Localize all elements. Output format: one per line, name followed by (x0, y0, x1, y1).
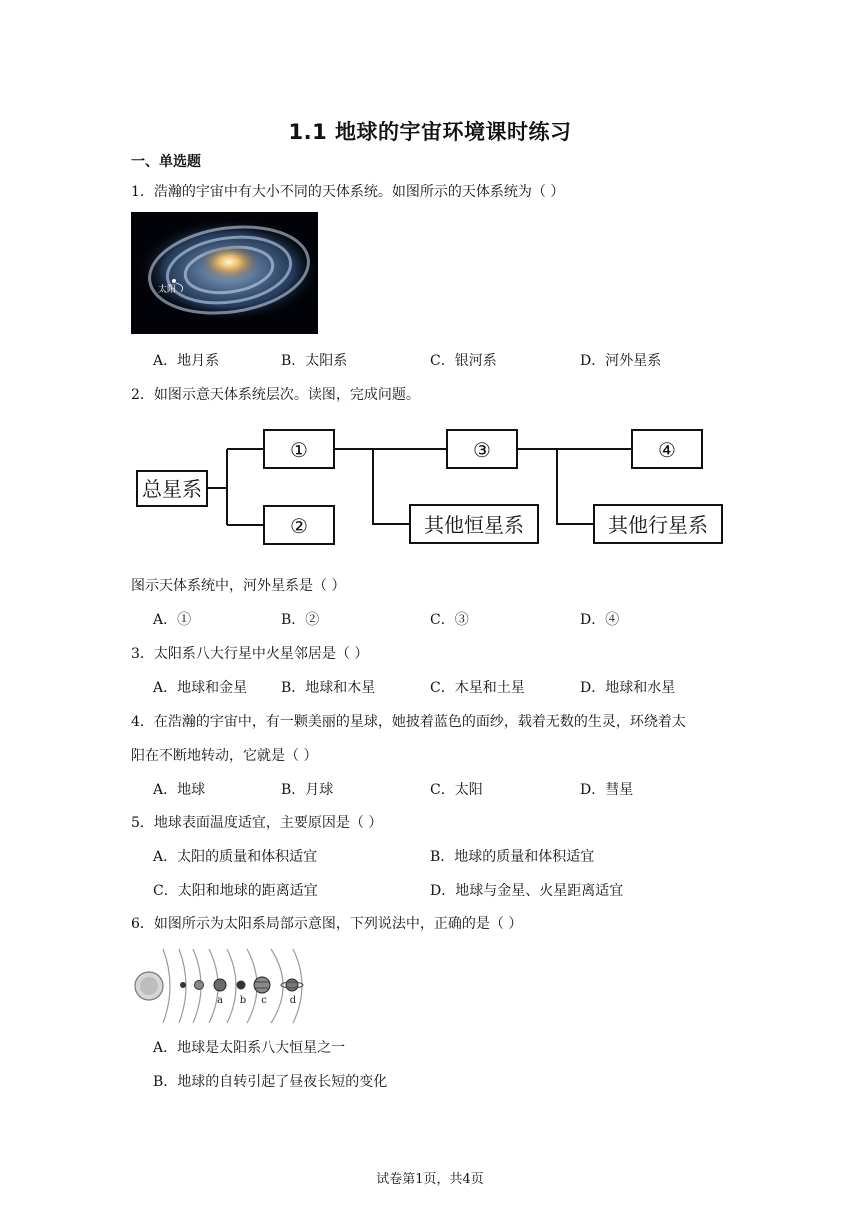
galaxy-illustration (131, 212, 318, 334)
q3-option-a[interactable]: A．地球和金星 (153, 680, 248, 696)
question-4-text-line1: 4．在浩瀚的宇宙中，有一颗美丽的星球，她披着蓝色的面纱，载着无数的生灵，环绕着太 (131, 714, 686, 730)
q5-option-a[interactable]: A．太阳的质量和体积适宜 (153, 849, 318, 865)
celestial-hierarchy-diagram (131, 420, 731, 560)
question-2-text: 2．如图示意天体系统层次。读图，完成问题。 (131, 387, 420, 403)
label-a: a (217, 995, 223, 1006)
section-heading: 一、单选题 (131, 154, 201, 170)
label-other-star: 其他恒星系 (424, 513, 524, 537)
label-b: b (239, 995, 247, 1006)
q4-option-c[interactable]: C．太阳 (430, 782, 483, 798)
q2-option-a[interactable]: A．① (153, 612, 192, 628)
label-3: ③ (473, 438, 491, 462)
sun-label: 太阳 (158, 285, 177, 295)
question-1-text: 1．浩瀚的宇宙中有大小不同的天体系统。如图所示的天体系统为（ ） (131, 184, 565, 200)
q6-option-a[interactable]: A．地球是太阳系八大恒星之一 (153, 1040, 346, 1056)
label-other-planet: 其他行星系 (608, 513, 708, 537)
q3-option-b[interactable]: B．地球和木星 (281, 680, 376, 696)
question-5-text: 5．地球表面温度适宜，主要原因是（ ） (131, 815, 383, 831)
q5-option-c[interactable]: C．太阳和地球的距离适宜 (153, 883, 318, 899)
milky-way-image (131, 212, 318, 334)
label-c: c (261, 995, 267, 1006)
q3-option-d[interactable]: D．地球和水星 (580, 680, 676, 696)
q4-option-d[interactable]: D．彗星 (580, 782, 634, 798)
label-2: ② (290, 514, 308, 538)
q6-option-b[interactable]: B．地球的自转引起了昼夜长短的变化 (153, 1074, 388, 1090)
label-1: ① (290, 438, 308, 462)
earth-icon (214, 979, 226, 991)
q2-option-c[interactable]: C．③ (430, 612, 469, 628)
venus-icon (195, 981, 204, 990)
solar-system-diagram (131, 945, 311, 1027)
question-4-text-line2: 阳在不断地转动，它就是（ ） (131, 748, 318, 764)
label-root: 总星系 (142, 477, 202, 501)
q1-option-a[interactable]: A．地月系 (153, 353, 220, 369)
label-4: ④ (658, 438, 676, 462)
q2-option-d[interactable]: D．④ (580, 612, 620, 628)
jupiter-icon (254, 977, 270, 993)
saturn-icon (286, 979, 298, 991)
question-2-subtext: 图示天体系统中，河外星系是（ ） (131, 578, 346, 594)
question-3-text: 3．太阳系八大行星中火星邻居是（ ） (131, 646, 369, 662)
q5-option-b[interactable]: B．地球的质量和体积适宜 (430, 849, 595, 865)
q4-option-a[interactable]: A．地球 (153, 782, 206, 798)
q1-option-c[interactable]: C．银河系 (430, 353, 497, 369)
q3-option-c[interactable]: C．木星和土星 (430, 680, 525, 696)
label-d: d (289, 995, 297, 1006)
q4-option-b[interactable]: B．月球 (281, 782, 334, 798)
page-title: 1.1 地球的宇宙环境课时练习 (288, 120, 572, 144)
page-footer: 试卷第1页，共4页 (376, 1172, 484, 1187)
q1-option-b[interactable]: B．太阳系 (281, 353, 348, 369)
q5-option-d[interactable]: D．地球与金星、火星距离适宜 (430, 883, 624, 899)
q1-option-d[interactable]: D．河外星系 (580, 353, 662, 369)
question-6-text: 6．如图所示为太阳系局部示意图，下列说法中，正确的是（ ） (131, 916, 523, 932)
sun-marker (172, 279, 176, 283)
q2-option-b[interactable]: B．② (281, 612, 320, 628)
mercury-icon (180, 982, 186, 988)
mars-icon (237, 981, 246, 990)
